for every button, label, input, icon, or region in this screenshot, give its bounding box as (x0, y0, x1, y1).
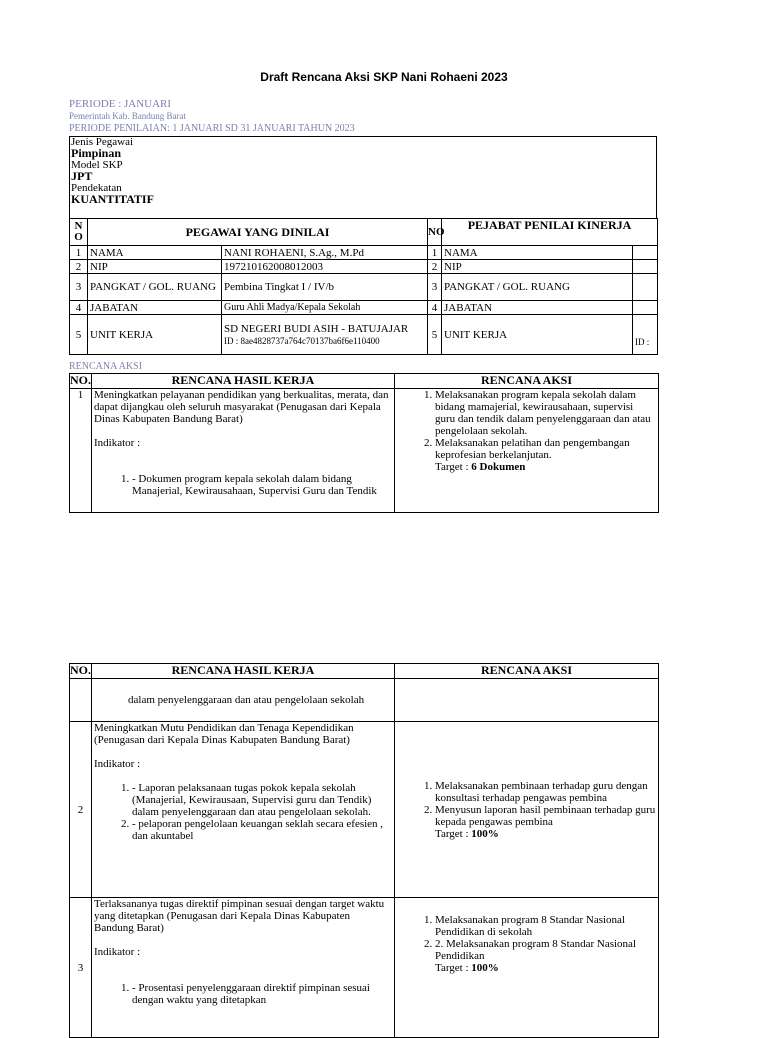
aksi-item: 1. Melaksanakan program kepala sekolah dalam bidang mamajerial, kewirausahaan, supervisi guru dan tendik dalam penyelenggaraan dan atau pengelolaan sekolah. (435, 389, 656, 437)
plan-no-header: NO. (70, 373, 91, 387)
indikator-item: 1. - Laporan pelaksanaan tugas pokok kepala sekolah (Manajerial, Kewirausaan, Supervisi guru dan Tendik) dalam penyelenggaraan dan atau pengelolaan sekolah. (132, 782, 392, 818)
indikator-label: Indikator : (94, 946, 141, 958)
row-value: 197210162008012003 (222, 260, 428, 274)
row-value2 (633, 246, 658, 260)
document-title: Draft Rencana Aksi SKP Nani Rohaeni 2023 (260, 70, 508, 84)
plan-row (70, 389, 659, 513)
row-label: JABATAN (88, 301, 222, 315)
pendekatan-value: KUANTITATIF (71, 192, 154, 206)
aksi-list (397, 389, 656, 461)
target-label: Target : (435, 827, 469, 840)
aksi-item: 2. Melaksanakan pelatihan dan pengembangan keprofesian berkelanjutan. (435, 437, 656, 461)
plan-row-continued (70, 679, 659, 722)
row-label2: NIP (442, 260, 633, 274)
row-no: 5 (70, 315, 88, 355)
row-label2: UNIT KERJA (442, 315, 633, 355)
row-no: 1 (70, 246, 88, 260)
indikator-list (94, 782, 392, 842)
pegawai-header: PEGAWAI YANG DINILAI (88, 219, 428, 246)
plan-rhk-text: Meningkatkan Mutu Pendidikan dan Tenaga Kependidikan (Penugasan dari Kepala Dinas Kabupaten Bandung Barat) (94, 722, 354, 746)
plan-continued-text: dalam penyelenggaraan dan atau pengelolaan sekolah (92, 679, 395, 722)
row-value2 (633, 260, 658, 274)
row-value: Pembina Tingkat I / IV/b (222, 274, 428, 301)
plan-rhk-header: RENCANA HASIL KERJA (92, 374, 395, 389)
indikator-list (94, 473, 392, 497)
aksi-list (397, 780, 656, 828)
unit-value: SD NEGERI BUDI ASIH - BATUJAJAR (224, 322, 409, 335)
row-value: NANI ROHAENI, S.Ag., M.Pd (222, 246, 428, 260)
plan-table-1 (69, 373, 659, 513)
plan-rhk-header: RENCANA HASIL KERJA (92, 664, 395, 679)
target-value: 6 Dokumen (471, 461, 526, 473)
row-no: 2 (70, 260, 88, 274)
instansi-label: Pemerintah Kab. Bandung Barat (69, 111, 186, 121)
row-label: NIP (88, 260, 222, 274)
plan-rhk-text: Meningkatkan pelayanan pendidikan yang berkualitas, merata, dan dapat dijangkau oleh seluruh masyarakat (Penugasan dari Kepala Dinas Kabupaten Bandung Barat) (94, 389, 389, 425)
unit-id2: ID : (633, 315, 658, 355)
row-label: PANGKAT / GOL. RUANG (88, 274, 222, 301)
row-no2: 3 (428, 274, 442, 301)
target-label: Target : (435, 962, 469, 974)
plan-row-no: 3 (70, 898, 92, 1038)
employee-table (69, 218, 658, 355)
row-no: 4 (70, 301, 88, 315)
rencana-aksi-label: RENCANA AKSI (69, 361, 143, 372)
employee-row (70, 260, 658, 274)
row-no2: 1 (428, 246, 442, 260)
target-label: Target : (435, 461, 469, 473)
plan-row (70, 722, 659, 898)
plan-no-header: NO. (70, 663, 91, 677)
target-value: 100% (471, 827, 499, 840)
target-value: 100% (471, 962, 499, 974)
unit-id: ID : 8ae4828737a764c70137ba6f6e110400 (224, 335, 380, 346)
row-value2 (633, 274, 658, 301)
periode-penilaian-label: PERIODE PENILAIAN: 1 JANUARI SD 31 JANUARI TAHUN 2023 (69, 123, 355, 134)
plan-row-no: 2 (70, 722, 92, 898)
employee-row (70, 246, 658, 260)
row-label2: JABATAN (442, 301, 633, 315)
row-label2: PANGKAT / GOL. RUANG (442, 274, 633, 301)
row-value2 (633, 301, 658, 315)
model-skp-label: Model SKP (71, 159, 123, 171)
indikator-label: Indikator : (94, 758, 141, 770)
no-header: N O (70, 219, 88, 246)
row-no2: 4 (428, 301, 442, 315)
aksi-item: 1. Melaksanakan program 8 Standar Nasional Pendidikan di sekolah (435, 914, 656, 938)
plan-aksi-header: RENCANA AKSI (395, 664, 659, 679)
aksi-item: 1. Melaksanakan pembinaan terhadap guru dengan konsultasi terhadap pengawas pembina (435, 780, 656, 804)
row-no: 3 (70, 274, 88, 301)
row-no2: 5 (428, 315, 442, 355)
pendekatan-label: Pendekatan (71, 182, 122, 194)
employee-row (70, 301, 658, 315)
pejabat-header: PEJABAT PENILAI KINERJA (442, 219, 658, 246)
periode-label: PERIODE : JANUARI (69, 98, 172, 110)
indikator-label: Indikator : (94, 437, 141, 449)
row-label2: NAMA (442, 246, 633, 260)
aksi-item: 2. 2. Melaksanakan program 8 Standar Nasional Pendidikan (435, 938, 656, 962)
indikator-item: 2. - pelaporan pengelolaan keuangan seklah secara efesien , dan akuntabel (132, 818, 392, 842)
row-no2: 2 (428, 260, 442, 274)
jenis-pegawai-label: Jenis Pegawai (71, 136, 134, 148)
jenis-pegawai-value: Pimpinan (71, 146, 122, 160)
indikator-item: 1. - Dokumen program kepala sekolah dalam bidang Manajerial, Kewirausahaan, Supervisi Guru dan Tendik (132, 473, 392, 497)
plan-table-2 (69, 663, 659, 1038)
aksi-item: 2. Menyusun laporan hasil pembinaan terhadap guru kepada pengawas pembina (435, 804, 656, 828)
model-skp-value: JPT (71, 169, 93, 183)
plan-row (70, 898, 659, 1038)
row-value: Guru Ahli Madya/Kepala Sekolah (222, 301, 428, 315)
employee-row-unit (70, 315, 658, 355)
row-label: UNIT KERJA (88, 315, 222, 355)
info-box (69, 136, 657, 219)
plan-rhk-text: Terlaksananya tugas direktif pimpinan sesuai dengan target waktu yang ditetapkan (Penugasan dari Kepala Dinas Kabupaten Bandung Barat) (94, 898, 385, 934)
plan-aksi-header: RENCANA AKSI (395, 374, 659, 389)
indikator-list (94, 982, 392, 1006)
no2-header: NO (428, 219, 442, 246)
employee-row (70, 274, 658, 301)
plan-row-no: 1 (70, 389, 92, 513)
indikator-item: 1. - Prosentasi penyelenggaraan direktif pimpinan sesuai dengan waktu yang ditetapkan (132, 982, 392, 1006)
aksi-list (397, 914, 656, 962)
row-label: NAMA (88, 246, 222, 260)
